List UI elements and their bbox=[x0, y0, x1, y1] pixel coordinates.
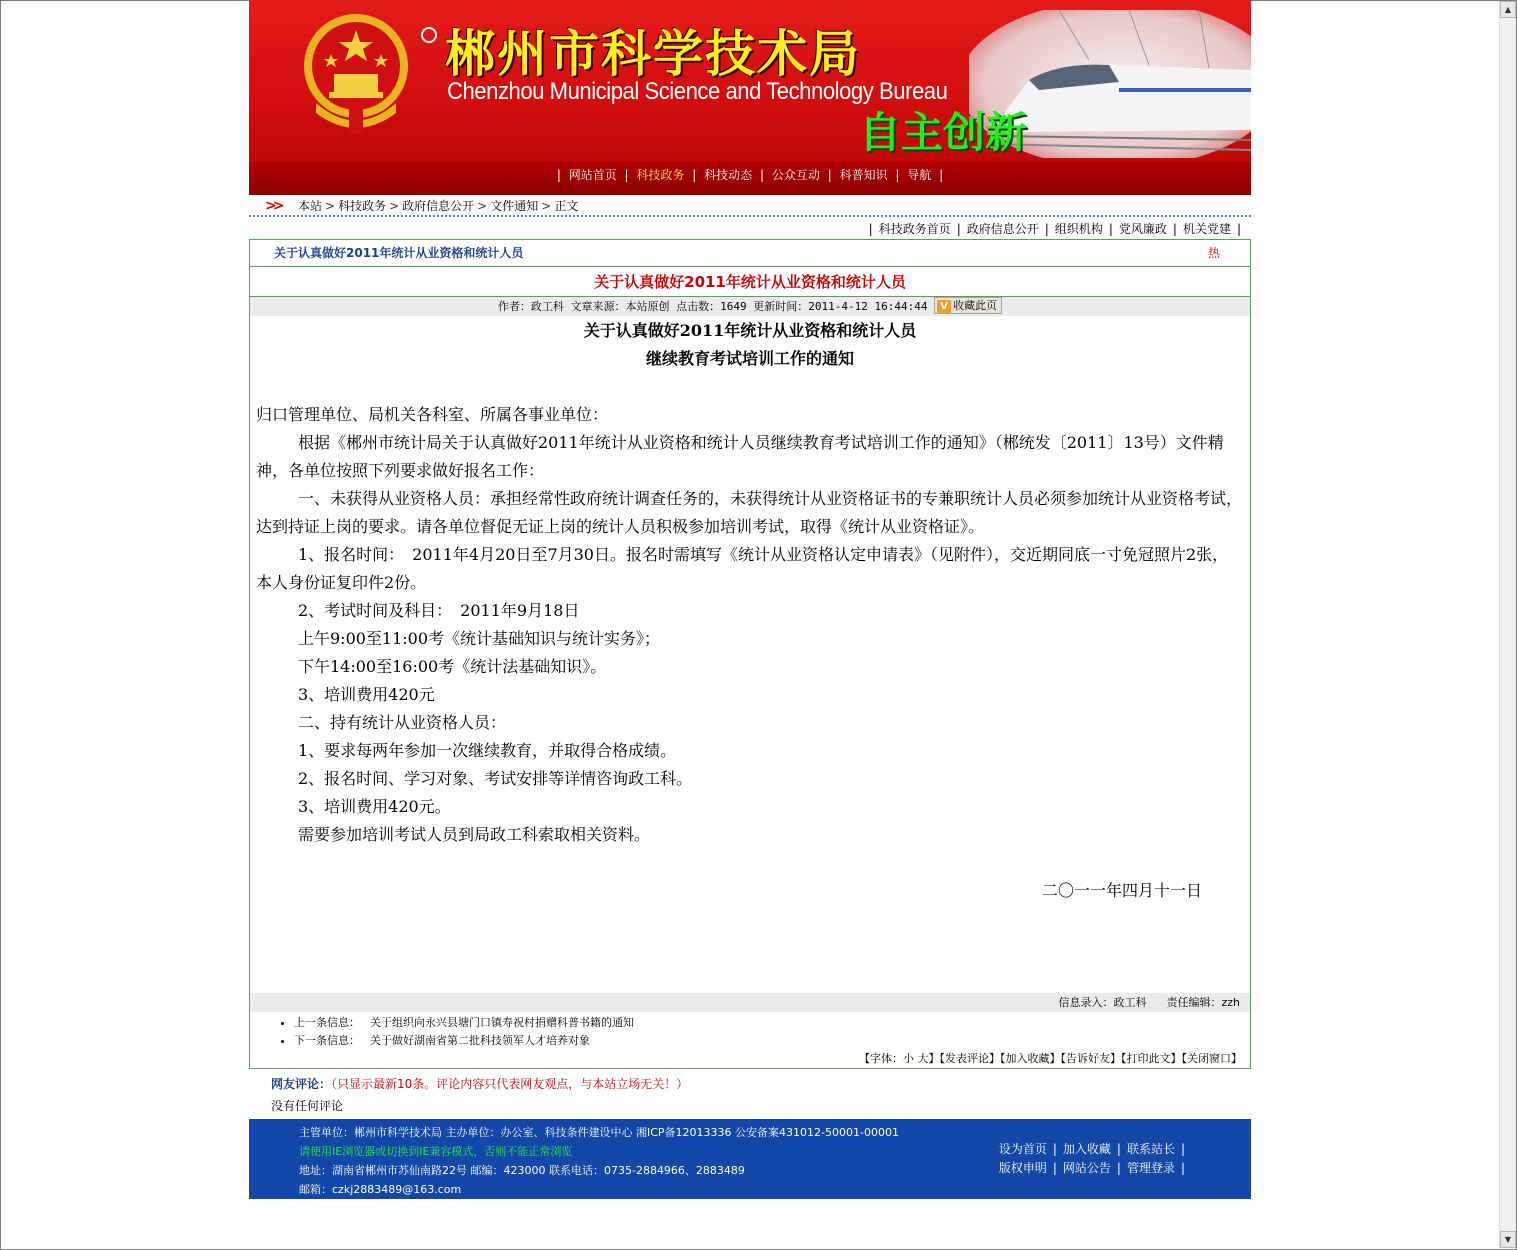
main-nav: | 网站首页 | 科技政务 | 科技动态 | 公众互动 | 科普知识 | 导航 | bbox=[249, 162, 1251, 195]
document-body bbox=[250, 373, 1250, 849]
nav-item-home[interactable]: 网站首页 bbox=[568, 168, 617, 182]
breadcrumb-item[interactable]: 政府信息公开 bbox=[402, 199, 475, 213]
comments-empty: 没有任何评论 bbox=[271, 1099, 344, 1113]
breadcrumb-item[interactable]: 文件通知 bbox=[490, 199, 539, 213]
paragraph: 1、要求每两年参加一次继续教育，并取得合格成绩。 bbox=[298, 741, 677, 760]
article-head-title: 关于认真做好2011年统计从业资格和统计人员 bbox=[274, 246, 524, 260]
nav-item-navigation[interactable]: 导航 bbox=[907, 168, 932, 182]
font-size-label: 【字体： bbox=[859, 1052, 903, 1065]
breadcrumb-item[interactable]: 科技政务 bbox=[338, 199, 387, 213]
nav-item-sci-affairs[interactable]: 科技政务 bbox=[636, 168, 685, 182]
comments-note: （只显示最新10条。评论内容只代表网友观点，与本站立场无关！） bbox=[331, 1077, 689, 1091]
list-item bbox=[294, 1032, 1250, 1050]
salutation: 归口管理单位、局机关各科室、所属各事业单位： bbox=[256, 405, 609, 424]
scroll-up-arrow-icon[interactable]: ▲ bbox=[1500, 1, 1516, 18]
set-homepage-link[interactable]: 设为首页 bbox=[998, 1142, 1047, 1156]
vertical-scrollbar[interactable] bbox=[1499, 1, 1516, 1248]
next-label: 下一条信息： bbox=[294, 1034, 360, 1047]
breadcrumb-current: 正文 bbox=[554, 199, 579, 213]
paragraph: 根据《郴州市统计局关于认真做好2011年统计从业资格和统计人员继续教育考试培训工作的通知》（郴统发〔2011〕13号）文件精神，各单位按照下列要求做好报名工作： bbox=[256, 433, 1224, 480]
article-tools bbox=[250, 1050, 1250, 1068]
article-meta bbox=[250, 297, 1250, 316]
tell-friend-button[interactable]: 【告诉好友】 bbox=[1060, 1052, 1121, 1065]
breadcrumb-item[interactable]: 本站 bbox=[298, 199, 323, 213]
print-button[interactable]: 【打印此文】 bbox=[1121, 1052, 1182, 1065]
paragraph: 二、持有统计从业资格人员： bbox=[298, 713, 507, 732]
add-favorite-button[interactable]: 【加入收藏】 bbox=[1000, 1052, 1061, 1065]
national-emblem-icon bbox=[301, 8, 411, 138]
article-box bbox=[249, 239, 1251, 1069]
font-large-button[interactable]: 大 bbox=[917, 1052, 929, 1065]
subnav-item[interactable]: 党风廉政 bbox=[1118, 222, 1167, 236]
nav-item-sci-news[interactable]: 科技动态 bbox=[704, 168, 753, 182]
meta-text: 作者：政工科 文章来源：本站原创 点击数：1649 更新时间：2011-4-12 16:44:44 bbox=[497, 300, 928, 313]
double-arrow-icon: >> bbox=[265, 198, 281, 214]
document-date: 二〇一一年四月十一日 bbox=[1041, 881, 1202, 900]
list-item bbox=[294, 1014, 1250, 1032]
paragraph: 3、培训费用420元。 bbox=[298, 797, 451, 816]
paragraph: 1、报名时间： 2011年4月20日至7月30日。报名时需填写《统计从业资格认定申请表》（见附件），交近期同底一寸免冠照片2张，本人身份证复印件2份。 bbox=[256, 545, 1229, 592]
subnav-item[interactable]: 组织机构 bbox=[1054, 222, 1103, 236]
sub-nav: | 科技政务首页 | 政府信息公开 | 组织机构 | 党风廉政 | 机关党建 | bbox=[868, 222, 1241, 236]
prev-next-list bbox=[250, 1012, 1250, 1050]
footer-links: 设为首页 | 加入收藏 | 联系站长 | 版权申明 | 网站公告 | 管理登录 | bbox=[998, 1142, 1185, 1175]
scroll-down-arrow-icon[interactable]: ▼ bbox=[1500, 1231, 1516, 1248]
admin-login-link[interactable]: 管理登录 bbox=[1126, 1161, 1175, 1175]
paragraph: 3、培训费用420元 bbox=[298, 685, 435, 704]
site-title-en: Chenzhou Municipal Science and Technology Bureau bbox=[447, 78, 948, 105]
font-small-button[interactable]: 小 bbox=[903, 1052, 914, 1065]
paragraph: 下午14:00至16:00考《统计法基础知识》。 bbox=[298, 657, 607, 676]
add-favorite-link[interactable]: 加入收藏 bbox=[1062, 1142, 1111, 1156]
close-window-button[interactable]: 【关闭窗口】 bbox=[1181, 1052, 1242, 1065]
comments-label: 网友评论： bbox=[271, 1077, 332, 1091]
next-article-link[interactable]: 关于做好湖南省第二批科技领军人才培养对象 bbox=[370, 1034, 590, 1047]
page-container bbox=[249, 0, 1251, 1199]
site-footer bbox=[249, 1119, 1251, 1199]
paragraph: 2、考试时间及科目： 2011年9月18日 bbox=[298, 601, 580, 620]
footer-line: 主管单位：郴州市科学技术局 主办单位：办公室、科技条件建设中心 湘ICP备12013336 公安备案431012-50001-00001 bbox=[299, 1126, 899, 1139]
font-size-end: 】 bbox=[928, 1052, 940, 1065]
sparkle-decoration bbox=[421, 27, 437, 43]
slogan-text: 自主创新 bbox=[859, 108, 1028, 157]
site-notice-link[interactable]: 网站公告 bbox=[1062, 1161, 1111, 1175]
copyright-link[interactable]: 版权申明 bbox=[998, 1161, 1047, 1175]
article-head bbox=[250, 240, 1250, 267]
bookmark-icon: V bbox=[937, 300, 951, 313]
comments-section bbox=[249, 1069, 1251, 1117]
subnav-item[interactable]: 科技政务首页 bbox=[878, 222, 951, 236]
nav-item-public-interaction[interactable]: 公众互动 bbox=[771, 168, 820, 182]
paragraph: 2、报名时间、学习对象、考试安排等详情咨询政工科。 bbox=[298, 769, 693, 788]
article-title: 关于认真做好2011年统计从业资格和统计人员 bbox=[250, 267, 1250, 297]
prev-label: 上一条信息： bbox=[294, 1016, 360, 1029]
footer-warning: 请使用IE浏览器或切换到IE兼容模式，否则不能正常浏览 bbox=[299, 1145, 573, 1158]
contact-admin-link[interactable]: 联系站长 bbox=[1126, 1142, 1175, 1156]
footer-info bbox=[299, 1123, 899, 1199]
paragraph: 需要参加培训考试人员到局政工科索取相关资料。 bbox=[298, 825, 651, 844]
prev-article-link[interactable]: 关于组织向永兴县塘门口镇寿祝村捐赠科普书籍的通知 bbox=[370, 1016, 634, 1029]
site-banner bbox=[249, 0, 1251, 162]
footer-line: 邮箱：czkj2883489@163.com bbox=[299, 1183, 462, 1196]
document-heading bbox=[250, 317, 1250, 373]
site-title-cn: 郴州市科学技术局 bbox=[445, 25, 861, 83]
bookmark-page-button[interactable] bbox=[934, 297, 1002, 314]
post-comment-button[interactable]: 【发表评论】 bbox=[939, 1052, 1000, 1065]
heading-line-1: 关于认真做好2011年统计从业资格和统计人员 bbox=[583, 321, 917, 340]
heading-line-2: 继续教育考试培训工作的通知 bbox=[645, 349, 854, 368]
info-entry: 信息录入：政工科 bbox=[1058, 996, 1147, 1009]
breadcrumb: >> 本站 > 科技政务 > 政府信息公开 > 文件通知 > 正文 bbox=[249, 195, 1251, 217]
hot-badge: 热 bbox=[1207, 246, 1220, 260]
paragraph: 上午9:00至11:00考《统计基础知识与统计实务》； bbox=[298, 629, 661, 648]
paragraph: 一、未获得从业资格人员：承担经常性政府统计调查任务的，未获得统计从业资格证书的专兼职统计人员必须参加统计从业资格考试，达到持证上岗的要求。请各单位督促无证上岗的统计人员积极参加培训考试，取得《统计从业资格证》。 bbox=[256, 489, 1243, 536]
footer-line: 地址：湖南省郴州市苏仙南路22号 邮编：423000 联系电话：0735-2884966、2883489 bbox=[299, 1164, 745, 1177]
info-editor: 责任编辑：zzh bbox=[1166, 996, 1240, 1009]
nav-item-sci-knowledge[interactable]: 科普知识 bbox=[839, 168, 888, 182]
bookmark-label: 收藏此页 bbox=[953, 299, 998, 312]
subnav-item[interactable]: 机关党建 bbox=[1182, 222, 1231, 236]
info-bar bbox=[250, 993, 1250, 1012]
subnav-item[interactable]: 政府信息公开 bbox=[966, 222, 1039, 236]
